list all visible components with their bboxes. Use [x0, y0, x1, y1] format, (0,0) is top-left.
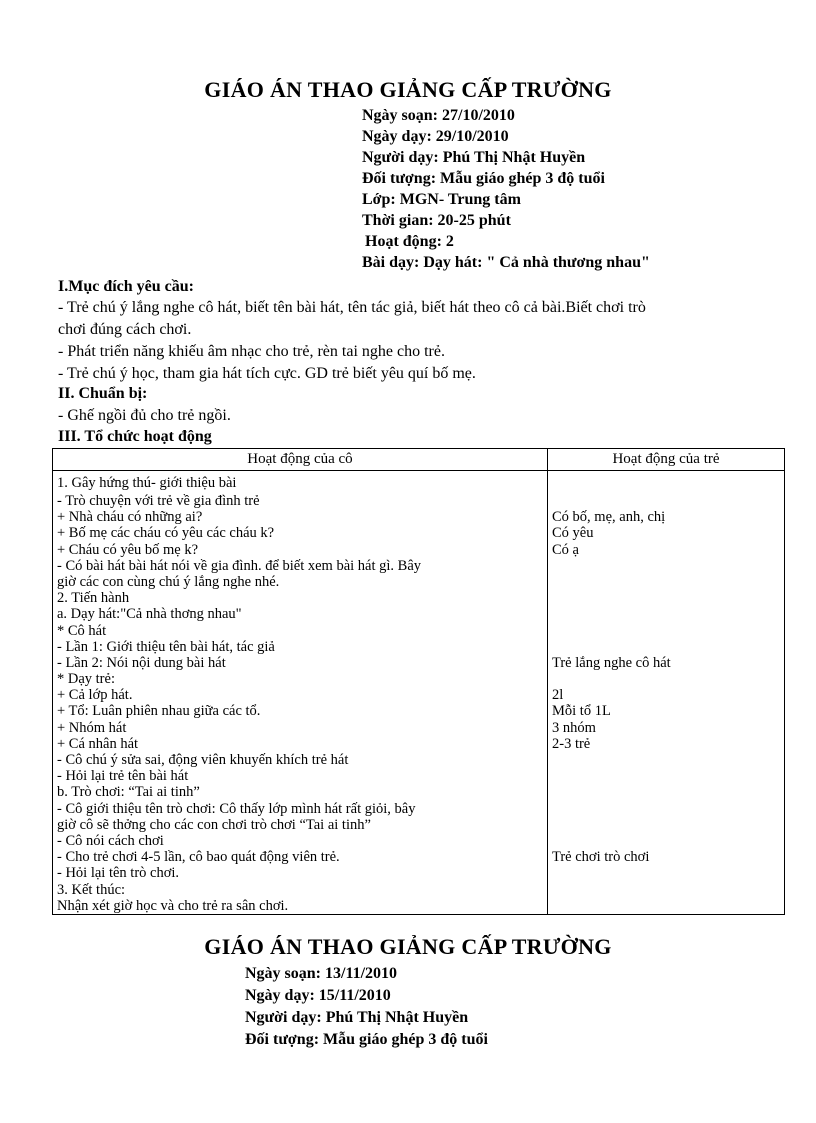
child-activity-line: [552, 784, 784, 800]
child-activity-line: [552, 606, 784, 622]
second-lesson-meta: [245, 963, 488, 1051]
child-activity-line: [552, 898, 784, 914]
preparation-line: - Ghế ngồi đủ cho trẻ ngồi.: [58, 407, 231, 424]
meta-teach-date: Ngày dạy: 29/10/2010: [362, 128, 509, 145]
child-activity-line: [552, 558, 784, 574]
child-activity-line: [552, 801, 784, 817]
preparation-text: [58, 405, 773, 427]
section-heading-objectives: I.Mục đích yêu cầu:: [58, 278, 194, 295]
meta-prep-date: Ngày soạn: 27/10/2010: [362, 107, 515, 124]
table-header-children: Hoạt động của trẻ: [548, 449, 785, 471]
child-activity-line: [552, 574, 784, 590]
teacher-activity-line: - Lần 2: Nói nội dung bài hát: [57, 654, 226, 671]
objective-line: - Trẻ chú ý lắng nghe cô hát, biết tên bài hát, tên tác giả, biết hát theo cô cả bài.Biết chơi trò: [58, 299, 646, 316]
children-activities-cell: [548, 471, 785, 915]
teacher-activity-line: + Cả lớp hát.: [57, 687, 133, 704]
activities-table: [52, 448, 785, 915]
section-heading-activities: III. Tổ chức hoạt động: [58, 428, 212, 445]
meta-teacher: Người dạy: Phú Thị Nhật Huyền: [362, 149, 586, 166]
second-page-title: GIÁO ÁN THAO GIẢNG CẤP TRƯỜNG: [204, 934, 612, 959]
teacher-activity-line: 2. Tiến hành: [57, 590, 130, 607]
teacher-activity-line: - Cô chú ý sửa sai, động viên khuyến khích trẻ hát: [57, 752, 349, 768]
teacher-activity-line: giờ cô sẽ thởng cho các con chơi trò chơi “Tai ai tinh”: [57, 816, 371, 833]
teacher-activity-line: b. Trò chơi: “Tai ai tinh”: [57, 784, 200, 801]
objectives-text: [58, 297, 773, 385]
teacher-activity-line: - Cô nói cách chơi: [57, 832, 164, 849]
teacher-activity-line: giờ các con cùng chú ý lắng nghe nhé.: [57, 573, 280, 590]
teacher-activity-line: + Bố mẹ các cháu có yêu các cháu k?: [57, 525, 275, 542]
meta-activity: Hoạt động: 2: [365, 233, 454, 250]
objective-line: chơi đúng cách chơi.: [58, 321, 192, 338]
table-row: [53, 471, 785, 915]
objective-line: - Phát triển năng khiếu âm nhạc cho trẻ, rèn tai nghe cho trẻ.: [58, 343, 445, 360]
child-activity-line: [552, 590, 784, 606]
meta-class: Lớp: MGN- Trung tâm: [362, 191, 521, 208]
meta-audience: Đối tượng: Mẫu giáo ghép 3 độ tuổi: [362, 170, 605, 187]
teacher-activity-line: - Hỏi lại trẻ tên bài hát: [57, 768, 189, 785]
teacher-activity-line: Nhận xét giờ học và cho trẻ ra sân chơi.: [57, 897, 289, 914]
child-activity-line: 2-3 trẻ: [552, 735, 591, 752]
child-activity-line: Trẻ lắng nghe cô hát: [552, 654, 671, 671]
child-activity-line: [552, 623, 784, 639]
teacher-activity-line: - Trò chuyện với trẻ về gia đình trẻ: [57, 493, 260, 509]
meta-lesson: Bài dạy: Dạy hát: " Cả nhà thương nhau": [362, 254, 650, 271]
child-activity-line: [552, 752, 784, 768]
teacher-activity-line: - Có bài hát bài hát nói về gia đình. để biết xem bài hát gì. Bây: [57, 557, 422, 574]
teacher-activity-line: - Cô giới thiệu tên trò chơi: Cô thấy lớp mình hát rất giỏi, bây: [57, 800, 416, 817]
teacher-activity-line: - Lần 1: Giới thiệu tên bài hát, tác giả: [57, 638, 275, 655]
teacher-activity-line: 1. Gây hứng thú- giới thiệu bài: [57, 475, 237, 491]
child-activity-line: [552, 882, 784, 898]
child-activity-line: [552, 671, 784, 687]
teacher-activity-line: 3. Kết thúc:: [57, 881, 126, 898]
child-activity-line: [552, 833, 784, 849]
child-activity-line: Trẻ chơi trò chơi: [552, 849, 650, 866]
meta-teacher: Người dạy: Phú Thị Nhật Huyền: [245, 1009, 469, 1026]
meta-teach-date: Ngày dạy: 15/11/2010: [245, 987, 391, 1004]
teacher-activity-line: * Cô hát: [57, 622, 107, 639]
child-activity-line: Có ạ: [552, 541, 579, 558]
child-activity-line: Có bố, mẹ, anh, chị: [552, 509, 666, 526]
child-activity-line: Mỗi tổ 1L: [552, 703, 611, 720]
teacher-activity-line: + Nhà cháu có những ai?: [57, 509, 203, 526]
meta-audience: Đối tượng: Mẫu giáo ghép 3 độ tuổi: [245, 1031, 488, 1048]
teacher-activity-line: * Dạy trẻ:: [57, 671, 115, 688]
teacher-activity-line: - Cho trẻ chơi 4-5 lần, cô bao quát động viên trẻ.: [57, 849, 340, 866]
child-activity-line: [552, 639, 784, 655]
child-activity-line: Có yêu: [552, 525, 594, 542]
teacher-activities-cell: [53, 471, 548, 915]
child-activity-line: [552, 493, 784, 509]
table-header-teacher: Hoạt động của cô: [53, 449, 548, 471]
page-title: GIÁO ÁN THAO GIẢNG CẤP TRƯỜNG: [204, 77, 612, 102]
meta-prep-date: Ngày soạn: 13/11/2010: [245, 965, 398, 982]
teacher-activity-line: + Nhóm hát: [57, 719, 127, 736]
teacher-activity-line: + Cháu có yêu bố mẹ k?: [57, 541, 199, 558]
child-activity-line: [552, 473, 784, 493]
lesson-meta: [362, 105, 650, 273]
child-activity-line: 3 nhóm: [552, 719, 596, 736]
objective-line: - Trẻ chú ý học, tham gia hát tích cực. GD trẻ biết yêu quí bố mẹ.: [58, 365, 476, 382]
child-activity-line: 2l: [552, 687, 564, 704]
meta-duration: Thời gian: 20-25 phút: [362, 212, 511, 229]
teacher-activity-line: a. Dạy hát:"Cả nhà thơng nhau": [57, 606, 242, 623]
child-activity-line: [552, 865, 784, 881]
teacher-activity-line: - Hỏi lại tên trò chơi.: [57, 865, 180, 882]
section-heading-preparation: II. Chuẩn bị:: [58, 385, 148, 402]
teacher-activity-line: + Cá nhân hát: [57, 735, 139, 752]
child-activity-line: [552, 817, 784, 833]
teacher-activity-line: + Tổ: Luân phiên nhau giữa các tổ.: [57, 703, 261, 720]
child-activity-line: [552, 768, 784, 784]
